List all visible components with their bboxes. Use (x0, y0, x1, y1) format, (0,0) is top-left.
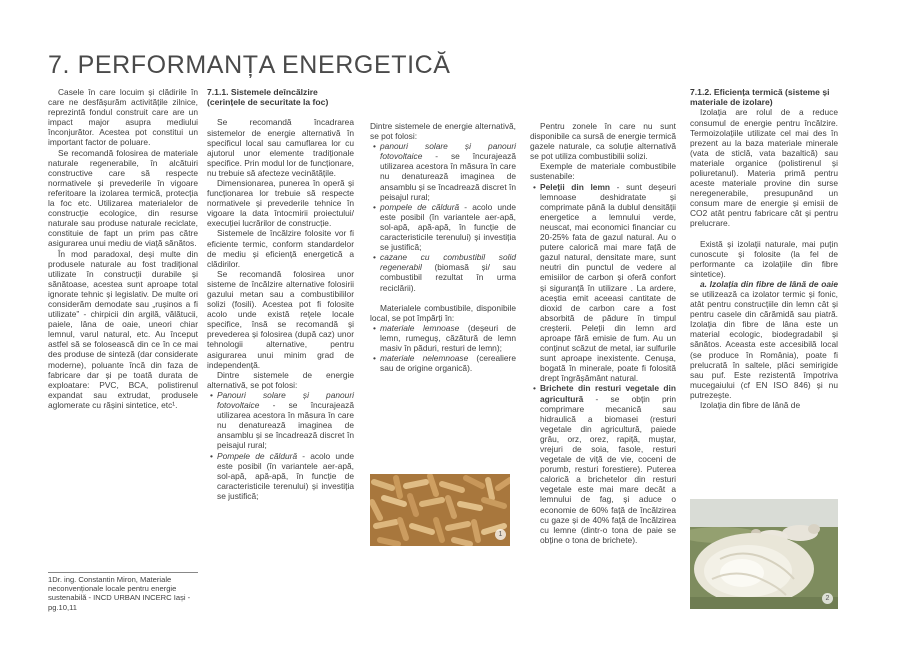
body-paragraph: Izolația are rolul de a reduce consumul de energie pentru încălzire. Termoizolațiile utilizate cel mai des în prezent au la baza materiale minerale (vata de sticlă, vata bazaltică) sau materiale organice (polistirenul și poliuretanul). Materia primă pentru aceste materiale provine din surse neregenerabile, presupunând un consum mare de energie și emisii de CO2 atât pentru fabricare cât și pentru prelucrare. (690, 107, 838, 229)
list-item-term: Panouri solare și panouri fotovoltaice (217, 389, 354, 411)
footnote: 1Dr. ing. Constantin Miron, Materiale neconvenționale locale pentru energie sustenabilă - INCD URBAN INCERC Iași - pg.10,11 (48, 572, 198, 612)
list-item-term: Pompele de căldură (217, 450, 298, 461)
list-item (380, 141, 516, 202)
intro-paragraph: Se recomandă folosirea de materiale naturale regenerabile, în alcătuiri constructive care să respecte normativele și prevederile în vigoare referitoare la izolarea termică, protecția la foc etc. Utilizarea materialelor de construcție ecologice, din resurse naturale sau produse naturale reciclate, constituie de fapt un prim pas către asigurarea unui mediu de viață sănătos. (48, 147, 198, 249)
list-item-term: materiale nelemnoase (380, 353, 469, 364)
body-paragraph: Pentru zonele în care nu sunt disponibile ca sursă de energie termică gazele naturale, ca soluție alternativă se pot utiliza combustibilii solizi. (530, 121, 676, 162)
bullet-list (370, 323, 516, 373)
body-paragraph (690, 279, 838, 400)
body-paragraph: Materialele combustibile, disponibile local, se pot împărți în: (370, 302, 516, 323)
section-heading-heating: 7.1.1. Sistemele deîncălzire (cerințele de securitate la foc) (207, 87, 329, 108)
image-number-badge: 2 (822, 593, 833, 604)
list-item-text: (cerealiere sau de origine organică). (380, 353, 516, 374)
image-number-badge: 1 (495, 529, 506, 540)
list-item-text: - acolo unde este posibil (în variantele aer-apă, sol-apă, apă-apă, în funcție de caracteristicile terenului) și investiția se justifică; (380, 201, 516, 253)
intro-paragraph: Casele în care locuim și clădirile în care ne desfășurăm activitățile zilnice, reprezintă fondul construit care are un impact major asupra mediului înconjurător. Acestea pot constitui un important factor de poluare. (48, 87, 198, 148)
body-paragraph: Se recomandă încadrarea sistemelor de energie alternativă în specificul local sau camuflarea lor cu ajutorul unor elemente tradiționale specifice. Prin modul lor de funcționare, nu trebuie să afecteze vecinătățile. (207, 117, 354, 178)
sheep-wool-photo (690, 499, 838, 609)
list-item-term: panouri solare și panouri fotovoltaice (380, 141, 516, 162)
intro-column (48, 87, 198, 410)
section-heading-thermal: 7.1.2. Eficiența termică (sisteme și materiale de izolare) (690, 87, 830, 108)
list-item-term: Brichete din resturi vegetale din agricultură (540, 383, 676, 404)
list-item-term: materiale lemnoase (380, 322, 460, 333)
paragraph-text: se utilizează ca izolator termic și fonic, atât pentru construcțiile din lemn cât și pentru casele din cărămidă sau piatră. Izolația din fibre de lâna este un material ecologic, biodegradabil și sănătos. Aceasta este accesibilă local (se produce în România), poate fi prelucrată în saltele, plăci semirigide sau puf. Este rezistentă împotriva mucegaiului (cf EN ISO 846) și nu putrezește. (690, 289, 838, 400)
alternative-energy-column (370, 121, 516, 373)
list-item-text: - se încurajează utilizarea acestora în măsura în care nu denaturează imaginea de ansamblu și se încadrează discret în peisajul rural; (217, 400, 354, 451)
body-paragraph: Dintre sistemele de energie alternativă, se pot folosi: (207, 369, 354, 390)
list-item-text: - se obțin prin comprimare mecanică sau hidraulică a biomasei (resturi vegetale din agricultură, paiede grâu, orz, orez, rapiță, muștar, vrejuri de soia, fasole, resturi vegetale de viță de vie, coceni de porumb, resturi forestiere). Puterea calorică a brichetelor din resturi vegetale este mai mare decât a lemnului de fag, și aduce o economie de 60% față de încălzirea cu gaze și de 40% față de încălzirea cu lemne (dintr-o tona de paie se obține o tona de brichete). (540, 393, 676, 545)
list-item-text: (deșeuri de lemn, rumeguș, căzătură de lemn masiv în păduri, resturi de lemn); (380, 322, 516, 353)
bullet-list (530, 182, 676, 545)
page-title: 7. PERFORMANȚA ENERGETICĂ (48, 50, 451, 79)
body-paragraph: Există și izolații naturale, mai puțin cunoscute și folosite (la fel de performante ca izolațiile din fibre sintetice). (690, 238, 838, 279)
sheep-wool-illustration (690, 499, 838, 609)
heating-systems-column (207, 87, 354, 501)
list-item-text: - sunt deșeuri lemnoase deshidratate și comprimate până la dublul densității energetice a lemnului verde, neuscat, mai economici financiar cu 20-25% fata de gazul natural. Au o putere calorică mai mare față de gazul natural, densitate mare, sunt neutri din punctul de vedere al emisiilor de carbon și oferă confort și siguranță în utilizare . La ardere, aceștia emit aceeasi cantitate de dioxid de carbon care a fost absorbită de pădure în timpul creșterii. Peleții din lemn ard aproape fără emisie de fum. Au un conținut scăzut de metal, iar sulfurile sunt aproape inexistente. Cenușa, bogată în minerale, poate fi folosită drept îngrășământ natural. (540, 181, 676, 384)
paragraph-term: a. Izolația din fibre de lână de oaie (700, 278, 838, 289)
list-item-term: Peleții din lemn (540, 181, 611, 192)
body-paragraph: Dimensionarea, punerea în operă și funcționarea lor trebuie să respecte normativele și prevederile tehnice în vigoare la data întocmirii proiectului/ execuției lucrărilor de construcție. (207, 177, 354, 229)
list-item (540, 383, 676, 545)
list-item (380, 202, 516, 252)
list-item-term: cazane cu combustibil solid regenerabil (380, 252, 516, 273)
list-item (380, 323, 516, 353)
list-item (217, 451, 354, 501)
list-item-term: pompele de căldură (380, 201, 460, 212)
body-paragraph: Exemple de materiale combustibile sustenabile: (530, 161, 676, 182)
list-item (217, 390, 354, 451)
body-paragraph: Izolația din fibre de lână de (700, 400, 801, 411)
list-item-text: - se încurajează utilizarea acestora în măsura în care nu denaturează imaginea de ansamblu și se încadrează discret în peisajul rural; (380, 151, 516, 202)
solid-fuels-column (530, 121, 676, 545)
body-paragraph: Se recomandă folosirea unor sisteme de încălzire alternative folosirii gazului metan sau a combustibililor solizi (fosili). Acestea pot fi folosite acolo unde există rețele locale specifice, însă se recomandă și prevederea și folosirea (după caz) unor tehnologii alternative, pentru asigurarea unui minim grad de independență. (207, 268, 354, 370)
wood-pellets-illustration (370, 474, 510, 546)
list-item (380, 252, 516, 292)
list-item (380, 353, 516, 373)
list-item-text: (biomasă și/ sau combustibil rezultat în urma reciclării). (380, 262, 516, 293)
bullet-list (207, 390, 354, 501)
body-paragraph: Sistemele de încălzire folosite vor fi eficiente termic, conform standardelor de mediu și eficiență energetică a clădirilor. (207, 228, 354, 269)
bullet-list (370, 141, 516, 292)
intro-paragraph: În mod paradoxal, deși multe din produsele naturale au fost tradițional utilizate în construcții durabile și sănătoase, acestea sunt aproape total ignorate tehnic și legislativ. De multe ori considerăm demodate sau „rușinos a fi utilizate” - chirpicii din argilă, vălătucii, paiele, lâna de oaie, uneori chiar lemnul, varul natural, etc. Au început astfel să se folosească din ce în ce mai des produse de sinteză (dar considerate moderne), poluante încă din faza de fabricare dar și pe toată durata de exploatare: PVC, BCA, polistirenul expandat sau extrudat, produsele aglomerate cu rășini sintetice, etc¹. (48, 248, 198, 410)
wood-pellets-photo (370, 474, 510, 546)
list-item-text: - acolo unde este posibil (în variantele aer-apă, sol-apă, apă-apă, în funcție de caracteristicile terenului) și investiția se justifică; (217, 450, 354, 501)
list-item (540, 182, 676, 384)
body-paragraph: Dintre sistemele de energie alternativă, se pot folosi: (370, 121, 516, 142)
thermal-efficiency-column (690, 87, 838, 410)
